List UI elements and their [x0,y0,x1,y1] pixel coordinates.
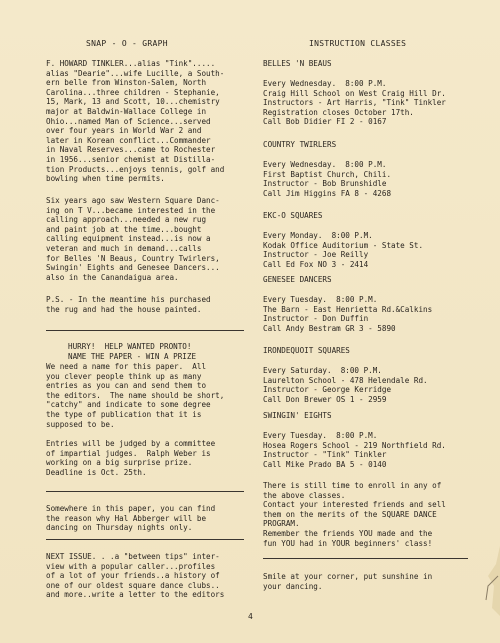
club-details: Every Tuesday. 8:00 P.M. The Barn - East Henrietta Rd.&Calkins Instructor - Don Duffin Call Andy Bestram GR 3 - 5890 [263,295,433,333]
club-name: COUNTRY TWIRLERS [263,140,337,149]
contest-paragraph: We need a name for this paper. All you clever people think up as many entries as you can and send them to the editors. The name should be short, "catchy" and indicate to some degree the type of publication that it is supposed to be. [46,362,225,429]
club-details: Every Tuesday. 8:00 P.M. Hosea Rogers School - 219 Northfield Rd. Instructor - "Tink" Tinkler Call Mike Prado BA 5 - 0140 [263,431,446,469]
divider [263,558,468,559]
judging-paragraph: Entries will be judged by a committee of impartial judges. Ralph Weber is working on a big surprise prize. Deadline is Oct. 25th. [46,439,216,477]
club-name: SWINGIN' EIGHTS [263,411,332,420]
contest-heading-2: NAME THE PAPER - WIN A PRIZE [68,352,197,361]
next-issue-paragraph: NEXT ISSUE. . .a "between tips" inter- view with a popular caller...profiles of a lot of your friends..a history of one of our oldest square dance clubs.. and more..write a letter to the editors [46,552,225,600]
closing-line: Smile at your corner, put sunshine in your dancing. [263,572,433,591]
bio-paragraph: F. HOWARD TINKLER...alias "Tink"..... alias "Dearie"...wife Lucille, a South- ern belle from Winston-Salem, North Carolina...three children - Stephanie, 15, Mark, 13 and Scott, 10...chemistry major at Baldwin-Wallace College in Ohio...named Man of Science...served over four years in World War 2 and later in Korean conflict...Commander in Naval Reserves...came to Rochester in 1956...senior chemist at Distilla- tion Products...enjoys tennis, golf and bowling when time permits. [46,59,225,184]
ps-paragraph: P.S. - In the meantime his purchased the rug and had the house painted. [46,295,211,314]
club-name: BELLES 'N BEAUS [263,59,332,68]
contest-heading-1: HURRY! HELP WANTED PRONTO! [68,342,192,351]
club-details: Every Monday. 8:00 P.M. Kodak Office Auditorium - State St. Instructor - Joe Reilly Call Ed Fox NO 3 - 2414 [263,231,424,269]
dance-paragraph: Six years ago saw Western Square Danc- ing on T V...became interested in the calling approach...needed a new rug and paint job at the time...bought calling equipment instead...is now a veteran and much in demand...calls for Belles 'N Beaus, Country Twirlers, Swingin' Eights and Genesee Dancers... also in the Canandaigua area. [46,196,220,282]
somewhere-paragraph: Somewhere in this paper, you can find the reason why Hal Abberger will be dancing on Thursday nights only. [46,504,216,533]
page-number: 4 [248,612,253,621]
club-name: GENESEE DANCERS [263,275,332,284]
enroll-paragraph: There is still time to enroll in any of the above classes. Contact your interested friends and sell them on the merits of the SQUARE DANCE PROGRAM. Remember the friends YOU made and the fun YOU had in YOUR beginners' class! [263,481,446,548]
club-details: Every Wednesday. 8:00 P.M. Craig Hill School on West Craig Hill Dr. Instructors - Art Harris, "Tink" Tinkler Registration closes October 17th. Call Bob Didier FI 2 - 0167 [263,79,446,127]
club-name: EKC-O SQUARES [263,211,323,220]
club-name: IRONDEQUOIT SQUARES [263,346,350,355]
club-details: Every Wednesday. 8:00 P.M. First Baptist Church, Chili. Instructor - Bob Brunshidle Call Jim Higgins FA 8 - 4268 [263,160,392,198]
snap-o-graph-title: SNAP - O - GRAPH [86,39,168,48]
instruction-classes-title: INSTRUCTION CLASSES [309,39,407,48]
club-details: Every Saturday. 8:00 P.M. Laurelton School - 478 Helendale Rd. Instructor - George Kerridge Call Don Brewer OS 1 - 2959 [263,366,428,404]
divider [46,539,244,540]
page-edge-shadow [474,546,500,616]
divider [46,330,244,331]
divider [46,491,244,492]
